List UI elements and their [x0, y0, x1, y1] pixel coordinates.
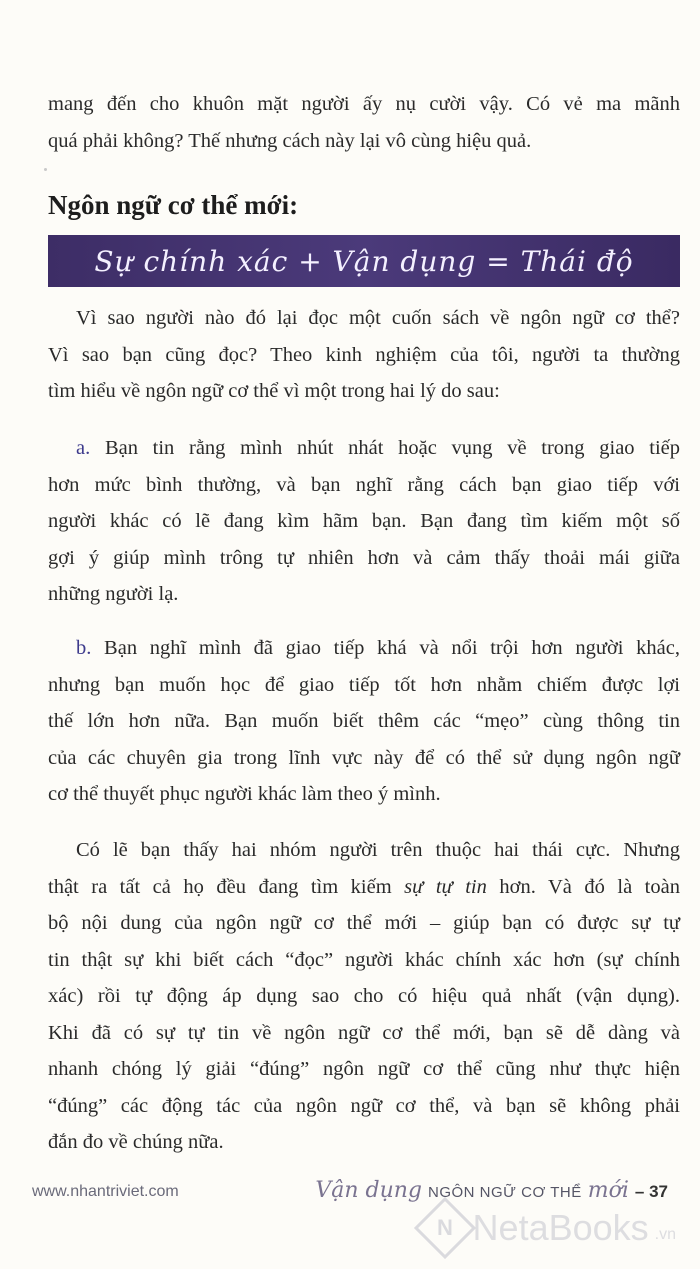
item-b-first: Bạn nghĩ mình đã giao tiếp khá và nổi trội hơn người khác,: [91, 637, 680, 659]
page-number: – 37: [634, 1182, 668, 1201]
item-b-line-1: [48, 630, 680, 667]
watermark-text: NetaBooks: [472, 1207, 649, 1248]
item-a-line-3: người khác có lẽ đang kìm hãm bạn. Bạn đang tìm kiếm một số: [48, 510, 680, 532]
intro-paragraph: [48, 86, 680, 159]
para1-line-3: tìm hiểu về ngôn ngữ cơ thể vì một trong hai lý do sau:: [48, 380, 500, 402]
para2-line-8: “đúng” các động tác của ngôn ngữ cơ thể, và bạn sẽ không phải: [48, 1094, 680, 1117]
intro-line-1: mang đến cho khuôn mặt người ấy nụ cười vậy. Có vẻ ma mãnh: [48, 93, 680, 115]
watermark: [423, 1206, 676, 1250]
para1-line-2: Vì sao bạn cũng đọc? Theo kinh nghiệm của tôi, người ta thường: [48, 343, 680, 366]
item-a-line-1: [48, 430, 680, 467]
footer-book-title: NGÔN NGỮ CƠ THỂ: [428, 1184, 582, 1201]
formula-banner: [48, 235, 680, 287]
para2-line-5: xác) rồi tự động áp dụng sao cho có hiệu quả nhất (vận dụng).: [48, 985, 680, 1007]
netabooks-logo-icon: N: [413, 1197, 475, 1259]
para2-line-9: đắn đo về chúng nữa.: [48, 1131, 224, 1153]
footer-url: www.nhantriviet.com: [32, 1183, 179, 1200]
item-a-line-4: gợi ý giúp mình trông tự nhiên hơn và cảm thấy thoải mái giữa: [48, 546, 680, 569]
para2-line-2-before: thật ra tất cả họ đều đang tìm kiếm: [48, 875, 405, 898]
para1-line-1: Vì sao người nào đó lại đọc một cuốn sách về ngôn ngữ cơ thể?: [76, 307, 680, 329]
para2-line-2: [48, 869, 680, 906]
footer-script-after: mới: [587, 1178, 629, 1203]
item-b-line-4: của các chuyên gia trong lĩnh vực này để có thể sử dụng ngôn ngữ: [48, 746, 680, 769]
section-heading: Ngôn ngữ cơ thể mới:: [48, 190, 299, 220]
para2-line-3: bộ nội dung của ngôn ngữ cơ thể mới – giúp bạn có được sự tự: [48, 912, 680, 934]
para2-line-2-after: hơn. Và đó là toàn: [486, 875, 680, 898]
list-item-a: [48, 430, 680, 613]
para2-line-7: nhanh chóng lý giải “đúng” ngôn ngữ cơ thể cũng như thực hiện: [48, 1058, 680, 1080]
item-b-line-2: nhưng bạn muốn học để giao tiếp tốt hơn nhằm chiếm được lợi: [48, 673, 680, 696]
item-a-line-5: những người lạ.: [48, 583, 179, 605]
intro-line-2: quá phải không? Thế nhưng cách này lại vô cùng hiệu quả.: [48, 129, 532, 152]
emphasis-confidence: sự tự tin: [404, 875, 487, 898]
para2-line-6: Khi đã có sự tự tin về ngôn ngữ cơ thể mới, bạn sẽ dễ dàng và: [48, 1021, 680, 1044]
item-b-line-5: cơ thể thuyết phục người khác làm theo ý mình.: [48, 783, 441, 805]
para2-line-1: Có lẽ bạn thấy hai nhóm người trên thuộc hai thái cực. Nhưng: [76, 839, 680, 861]
item-a-marker: a.: [76, 437, 91, 459]
para2-line-4: tin thật sự khi biết cách “đọc” người khác chính xác hơn (sự chính: [48, 948, 680, 971]
watermark-tld: .vn: [654, 1226, 676, 1243]
item-b-line-3: thế lớn hơn nữa. Bạn muốn biết thêm các “mẹo” cùng thông tin: [48, 710, 680, 732]
margin-dot: [44, 168, 47, 171]
item-b-marker: b.: [76, 637, 92, 659]
item-a-first: Bạn tin rằng mình nhút nhát hoặc vụng về trong giao tiếp: [90, 437, 680, 459]
formula-text: Sự chính xác + Vận dụng = Thái độ: [94, 244, 634, 278]
footer-script-before: Vận dụng: [315, 1178, 422, 1203]
item-a-line-2: hơn mức bình thường, và bạn nghĩ rằng cách bạn giao tiếp với: [48, 473, 680, 496]
running-footer: [315, 1178, 668, 1203]
paragraph-reasons: [48, 300, 680, 410]
list-item-b: [48, 630, 680, 813]
paragraph-confidence: [48, 832, 680, 1161]
